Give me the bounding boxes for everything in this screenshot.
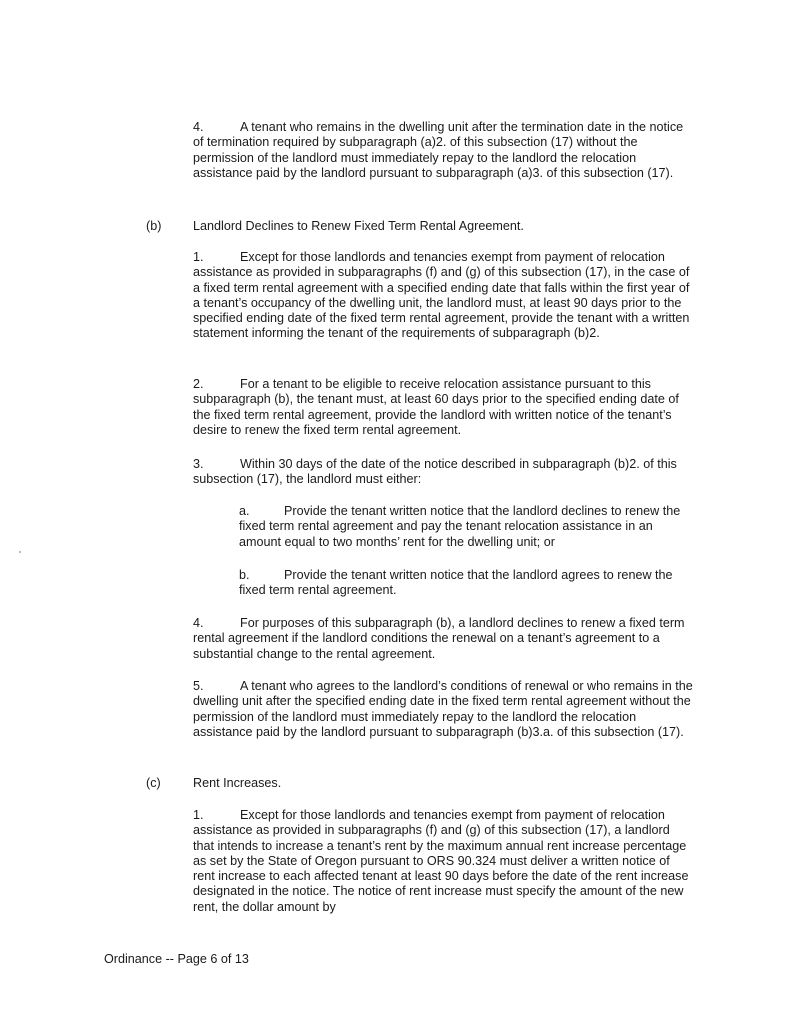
subitem-number: b. (239, 568, 250, 582)
item-number: 1. (193, 808, 204, 822)
paragraph-b4 (193, 616, 693, 662)
paragraph-b2 (193, 377, 693, 438)
scan-speck (19, 551, 21, 553)
section-c-heading (146, 776, 696, 792)
subitem-text: Provide the tenant written notice that the landlord declines to renew the fixed term rental agreement and pay the tenant relocation assistance in an amount equal to two months’ rent for the dwelling unit; or (239, 504, 681, 549)
section-letter: (b) (146, 219, 162, 233)
page-footer: Ordinance -- Page 6 of 13 (104, 952, 249, 966)
paragraph-b3 (193, 457, 693, 488)
item-text: Except for those landlords and tenancies exempt from payment of relocation assistance as provided in subparagraphs (f) and (g) of this subsection (17), in the case of a fixed term rental agreement with a specified ending date that falls within the first year of a tenant’s occupancy of the dwelling unit, the landlord must, at least 90 days prior to the specified ending date of the fixed term rental agreement, provide the tenant with a written statement informing the tenant of the requirements of subparagraph (b)2. (193, 250, 690, 341)
item-number: 4. (193, 120, 204, 134)
item-number: 1. (193, 250, 204, 264)
paragraph-b3b (239, 568, 694, 599)
section-b-heading (146, 219, 696, 235)
paragraph-a4 (193, 120, 693, 181)
item-number: 3. (193, 457, 204, 471)
item-text: A tenant who agrees to the landlord’s conditions of renewal or who remains in the dwelling unit after the specified ending date in the fixed term rental agreement without the permission of the landlord must immediately repay to the landlord the relocation assistance paid by the landlord pursuant to subparagraph (b)3.a. of this subsection (17). (193, 679, 693, 739)
item-text: Except for those landlords and tenancies exempt from payment of relocation assistance as provided in subparagraphs (f) and (g) of this subsection (17), a landlord that intends to increase a tenant’s rent by the maximum annual rent increase percentage as set by the State of Oregon pursuant to ORS 90.324 must deliver a written notice of rent increase to each affected tenant at least 90 days before the date of the rent increase designated in the notice. The notice of rent increase must specify the amount of the new rent, the dollar amount by (193, 808, 689, 914)
subitem-number: a. (239, 504, 250, 518)
item-number: 2. (193, 377, 204, 391)
paragraph-b3a (239, 504, 694, 550)
paragraph-b1 (193, 250, 693, 342)
item-text: For a tenant to be eligible to receive relocation assistance pursuant to this subparagraph (b), the tenant must, at least 60 days prior to the specified ending date of the fixed term rental agreement, provide the landlord with written notice of the tenant’s desire to renew the fixed term rental agreement. (193, 377, 679, 437)
item-number: 5. (193, 679, 204, 693)
section-title: Landlord Declines to Renew Fixed Term Rental Agreement. (193, 219, 524, 233)
paragraph-c1 (193, 808, 693, 915)
item-text: Within 30 days of the date of the notice described in subparagraph (b)2. of this subsection (17), the landlord must either: (193, 457, 677, 487)
item-number: 4. (193, 616, 204, 630)
item-text: For purposes of this subparagraph (b), a landlord declines to renew a fixed term rental agreement if the landlord conditions the renewal on a tenant’s agreement to a substantial change to the rental agreement. (193, 616, 685, 661)
subitem-text: Provide the tenant written notice that the landlord agrees to renew the fixed term rental agreement. (239, 568, 673, 598)
section-letter: (c) (146, 776, 161, 790)
item-text: A tenant who remains in the dwelling unit after the termination date in the notice of termination required by subparagraph (a)2. of this subsection (17) without the permission of the landlord must immediately repay to the landlord the relocation assistance paid by the landlord pursuant to subparagraph (a)3. of this subsection (17). (193, 120, 684, 180)
paragraph-b5 (193, 679, 693, 740)
section-title: Rent Increases. (193, 776, 282, 790)
